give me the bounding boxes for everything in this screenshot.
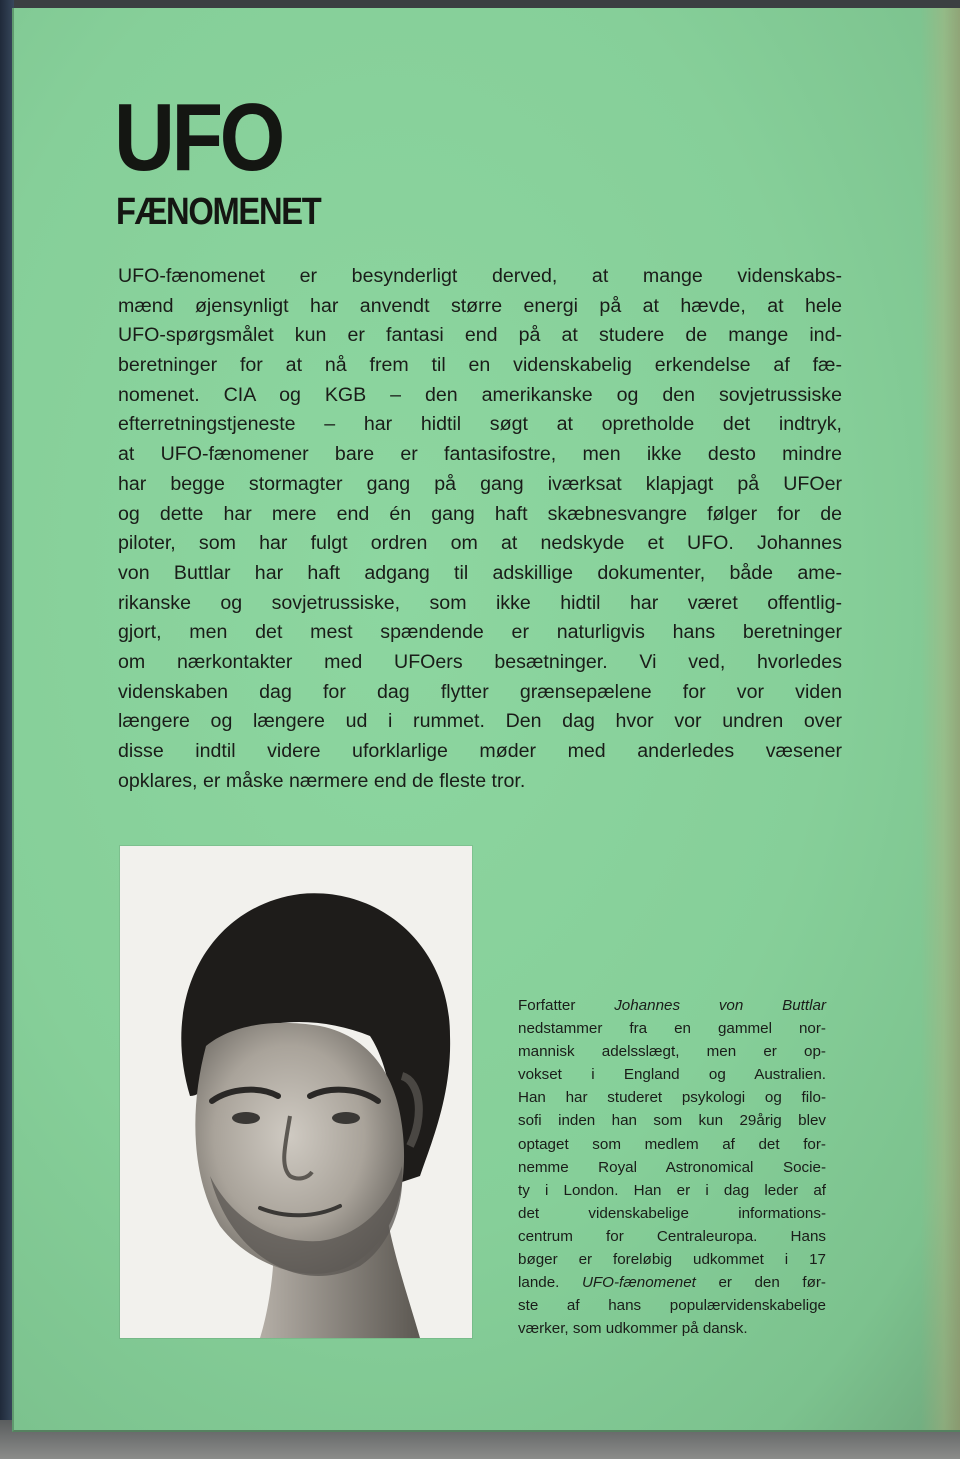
description-line: at UFO-fænomener bare er fantasifostre, men ikke desto mindre [118,443,842,466]
bio-line [518,994,826,1017]
description-line: om nærkontakter med UFOers besætninger. Vi ved, hvorledes [118,650,842,673]
description-paragraph [118,262,842,796]
author-bio [518,994,826,1340]
bio-prefix: Forfatter [518,997,615,1014]
description-line: von Buttlar har haft adgang til adskillige dokumenter, både ame- [118,561,842,584]
bio-line: det videnskabelige informations- [518,1204,826,1222]
description-line: efterretningstjeneste – har hidtil søgt at opretholde det indtryk, [118,413,842,436]
description-line: disse indtil videre uforklarlige møder med anderledes væsener [118,740,842,762]
bio-line: Han har studeret psykologi og filo- [518,1089,826,1107]
description-line: og dette har mere end én gang haft skæbnesvangre følger for de [118,502,842,525]
bio-line: mannisk adelsslægt, men er op- [518,1043,826,1061]
book-subtitle: FÆNOMENET [116,191,321,233]
author-name: Johannes von Buttlar [614,997,826,1014]
bio-line: sofi inden han som kun 29årig blev [518,1112,826,1130]
bio-line-suffix: er den før- [695,1274,826,1292]
description-line: mænd øjensynligt har anvendt større energi på at hævde, at hele [118,294,842,317]
description-line: videnskaben dag for dag flytter grænsepælene for vor viden [118,680,842,703]
description-line: beretninger for at nå frem til en videnskabelig erkendelse af fæ- [118,354,842,377]
description-line: UFO-spørgsmålet kun er fantasi end på at studere de mange ind- [118,324,842,347]
bio-line: optaget som medlem af det for- [518,1135,826,1153]
author-portrait-illustration [120,846,472,1338]
bio-line: nemme Royal Astronomical Socie- [518,1158,826,1176]
bio-line: ste af hans populærvidenskabelige [518,1297,826,1315]
bio-line: værker, som udkommer på dansk. [518,1320,748,1338]
bio-line: nedstammer fra en gammel nor- [518,1020,826,1038]
author-portrait-photo [120,846,472,1338]
description-line: gjort, men det mest spændende er naturligvis hans beretninger [118,621,842,644]
description-line: UFO-fænomenet er besynderligt derved, at mange videnskabs- [118,265,842,287]
book-title-reference: UFO-fænomenet [581,1274,696,1292]
description-line: nomenet. CIA og KGB – den amerikanske og den sovjetrussiske [118,383,842,406]
cover-edge-wear [920,8,960,1430]
bio-line: ty i London. Han er i dag leder af [518,1181,826,1199]
bio-line: bøger er foreløbig udkommet i 17 [518,1251,826,1269]
bio-line [518,1271,826,1294]
description-line: rikanske og sovjetrussiske, som ikke hidtil har været offentlig- [118,591,842,614]
description-line: har begge stormagter gang på gang iværksat klapjagt på UFOer [118,472,842,495]
bio-line: centrum for Centraleuropa. Hans [518,1227,826,1245]
book-title: UFO [114,84,282,191]
description-line: piloter, som har fulgt ordren om at nedskyde et UFO. Johannes [118,532,842,555]
description-line: opklares, er måske nærmere end de fleste tror. [118,769,526,792]
bio-line-prefix: lande. [518,1274,582,1292]
bio-line: vokset i England og Australien. [518,1066,826,1084]
description-line: længere og længere ud i rummet. Den dag hvor vor undren over [118,710,842,733]
